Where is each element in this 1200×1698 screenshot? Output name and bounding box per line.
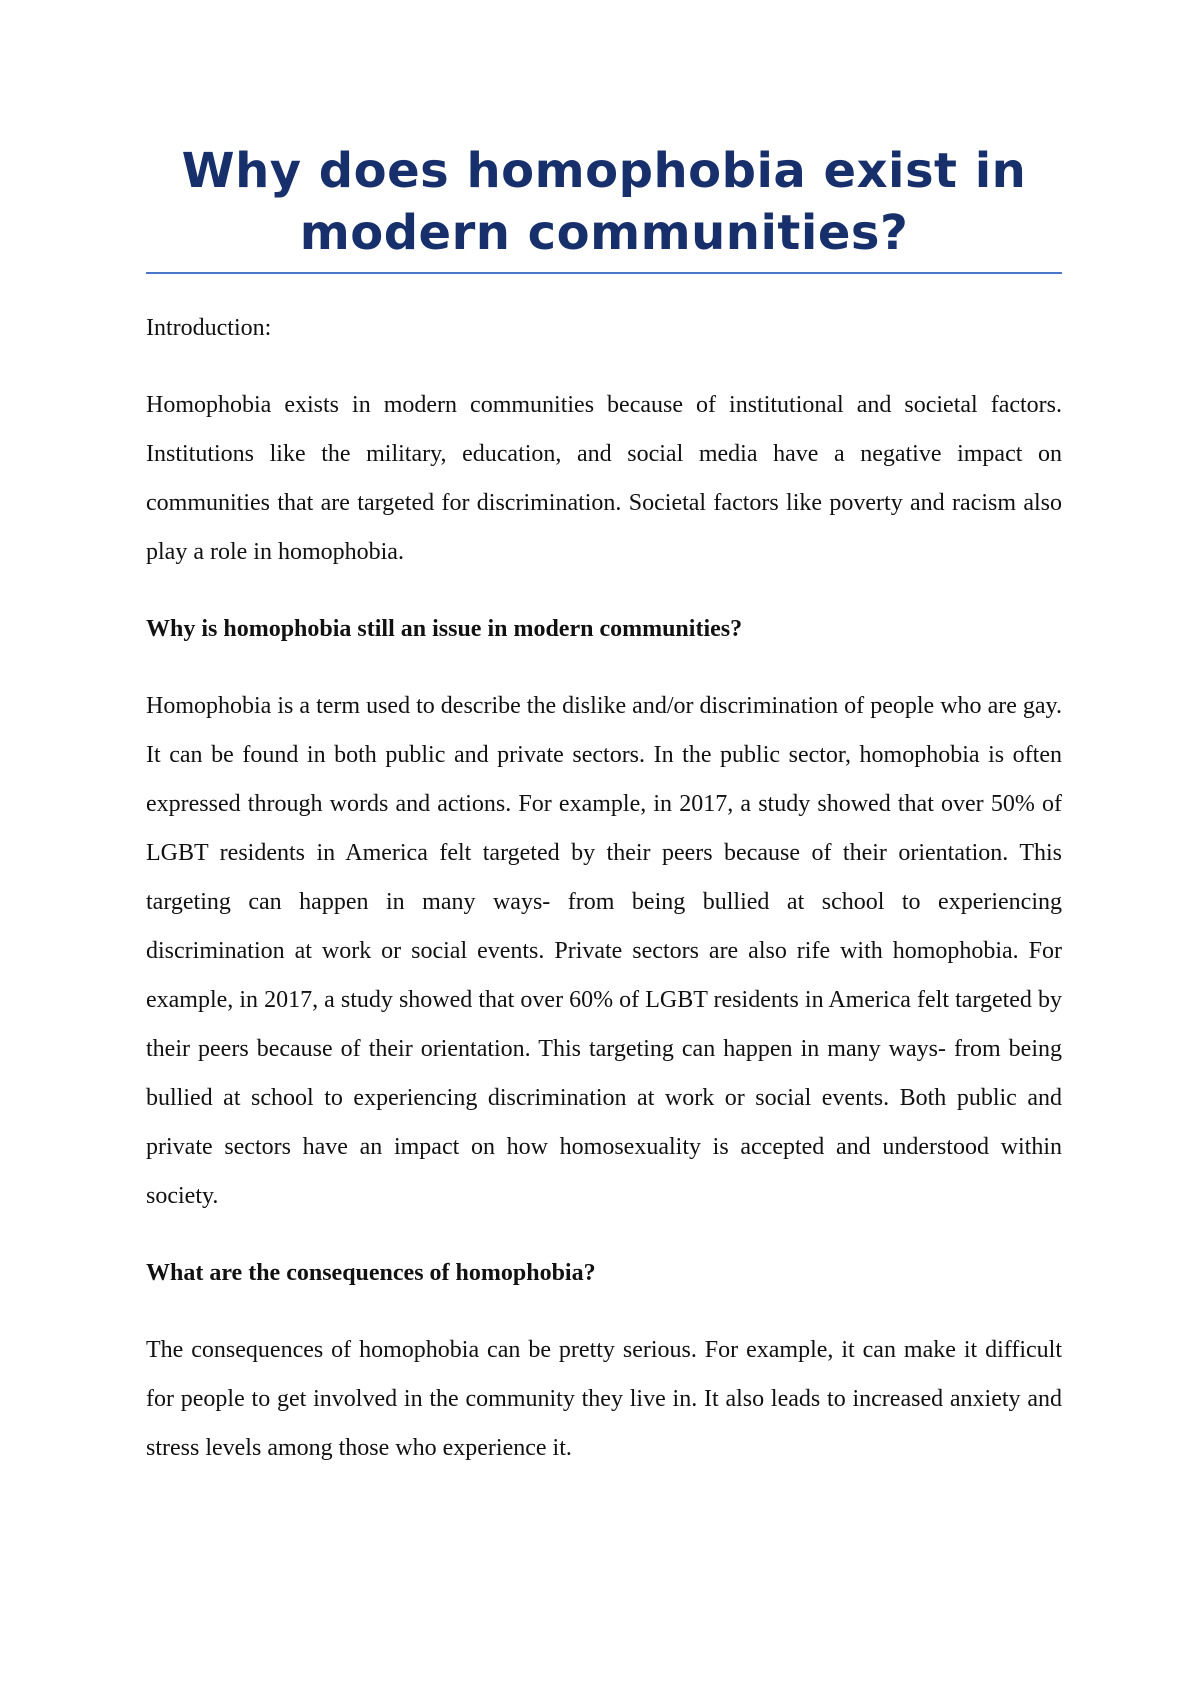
- title-underline: [146, 272, 1062, 274]
- section1-heading: Why is homophobia still an issue in modern communities?: [146, 616, 743, 642]
- document-title: Why does homophobia exist in modern communities?: [181, 143, 1027, 261]
- intro-paragraph: Homophobia exists in modern communities because of institutional and societal factors. Institutions like the military, education, and social media have a negative impact on communities that are targeted for discrimination. Societal factors like poverty and racism also play a role in homophobia.: [146, 392, 1062, 565]
- document-page: [146, 140, 1062, 1501]
- section2-paragraph: The consequences of homophobia can be pretty serious. For example, it can make it difficult for people to get involved in the community they live in. It also leads to increased anxiety and stress levels among those who experience it.: [146, 1337, 1062, 1461]
- section1-paragraph: Homophobia is a term used to describe the dislike and/or discrimination of people who are gay. It can be found in both public and private sectors. In the public sector, homophobia is often expressed through words and actions. For example, in 2017, a study showed that over 50% of LGBT residents in America felt targeted by their peers because of their orientation. This targeting can happen in many ways- from being bullied at school to experiencing discrimination at work or social events. Private sectors are also rife with homophobia. For example, in 2017, a study showed that over 60% of LGBT residents in America felt targeted by their peers because of their orientation. This targeting can happen in many ways- from being bullied at school to experiencing discrimination at work or social events. Both public and private sectors have an impact on how homosexuality is accepted and understood within society.: [146, 693, 1062, 1209]
- intro-label: Introduction:: [146, 315, 272, 341]
- section2-heading: What are the consequences of homophobia?: [146, 1260, 596, 1286]
